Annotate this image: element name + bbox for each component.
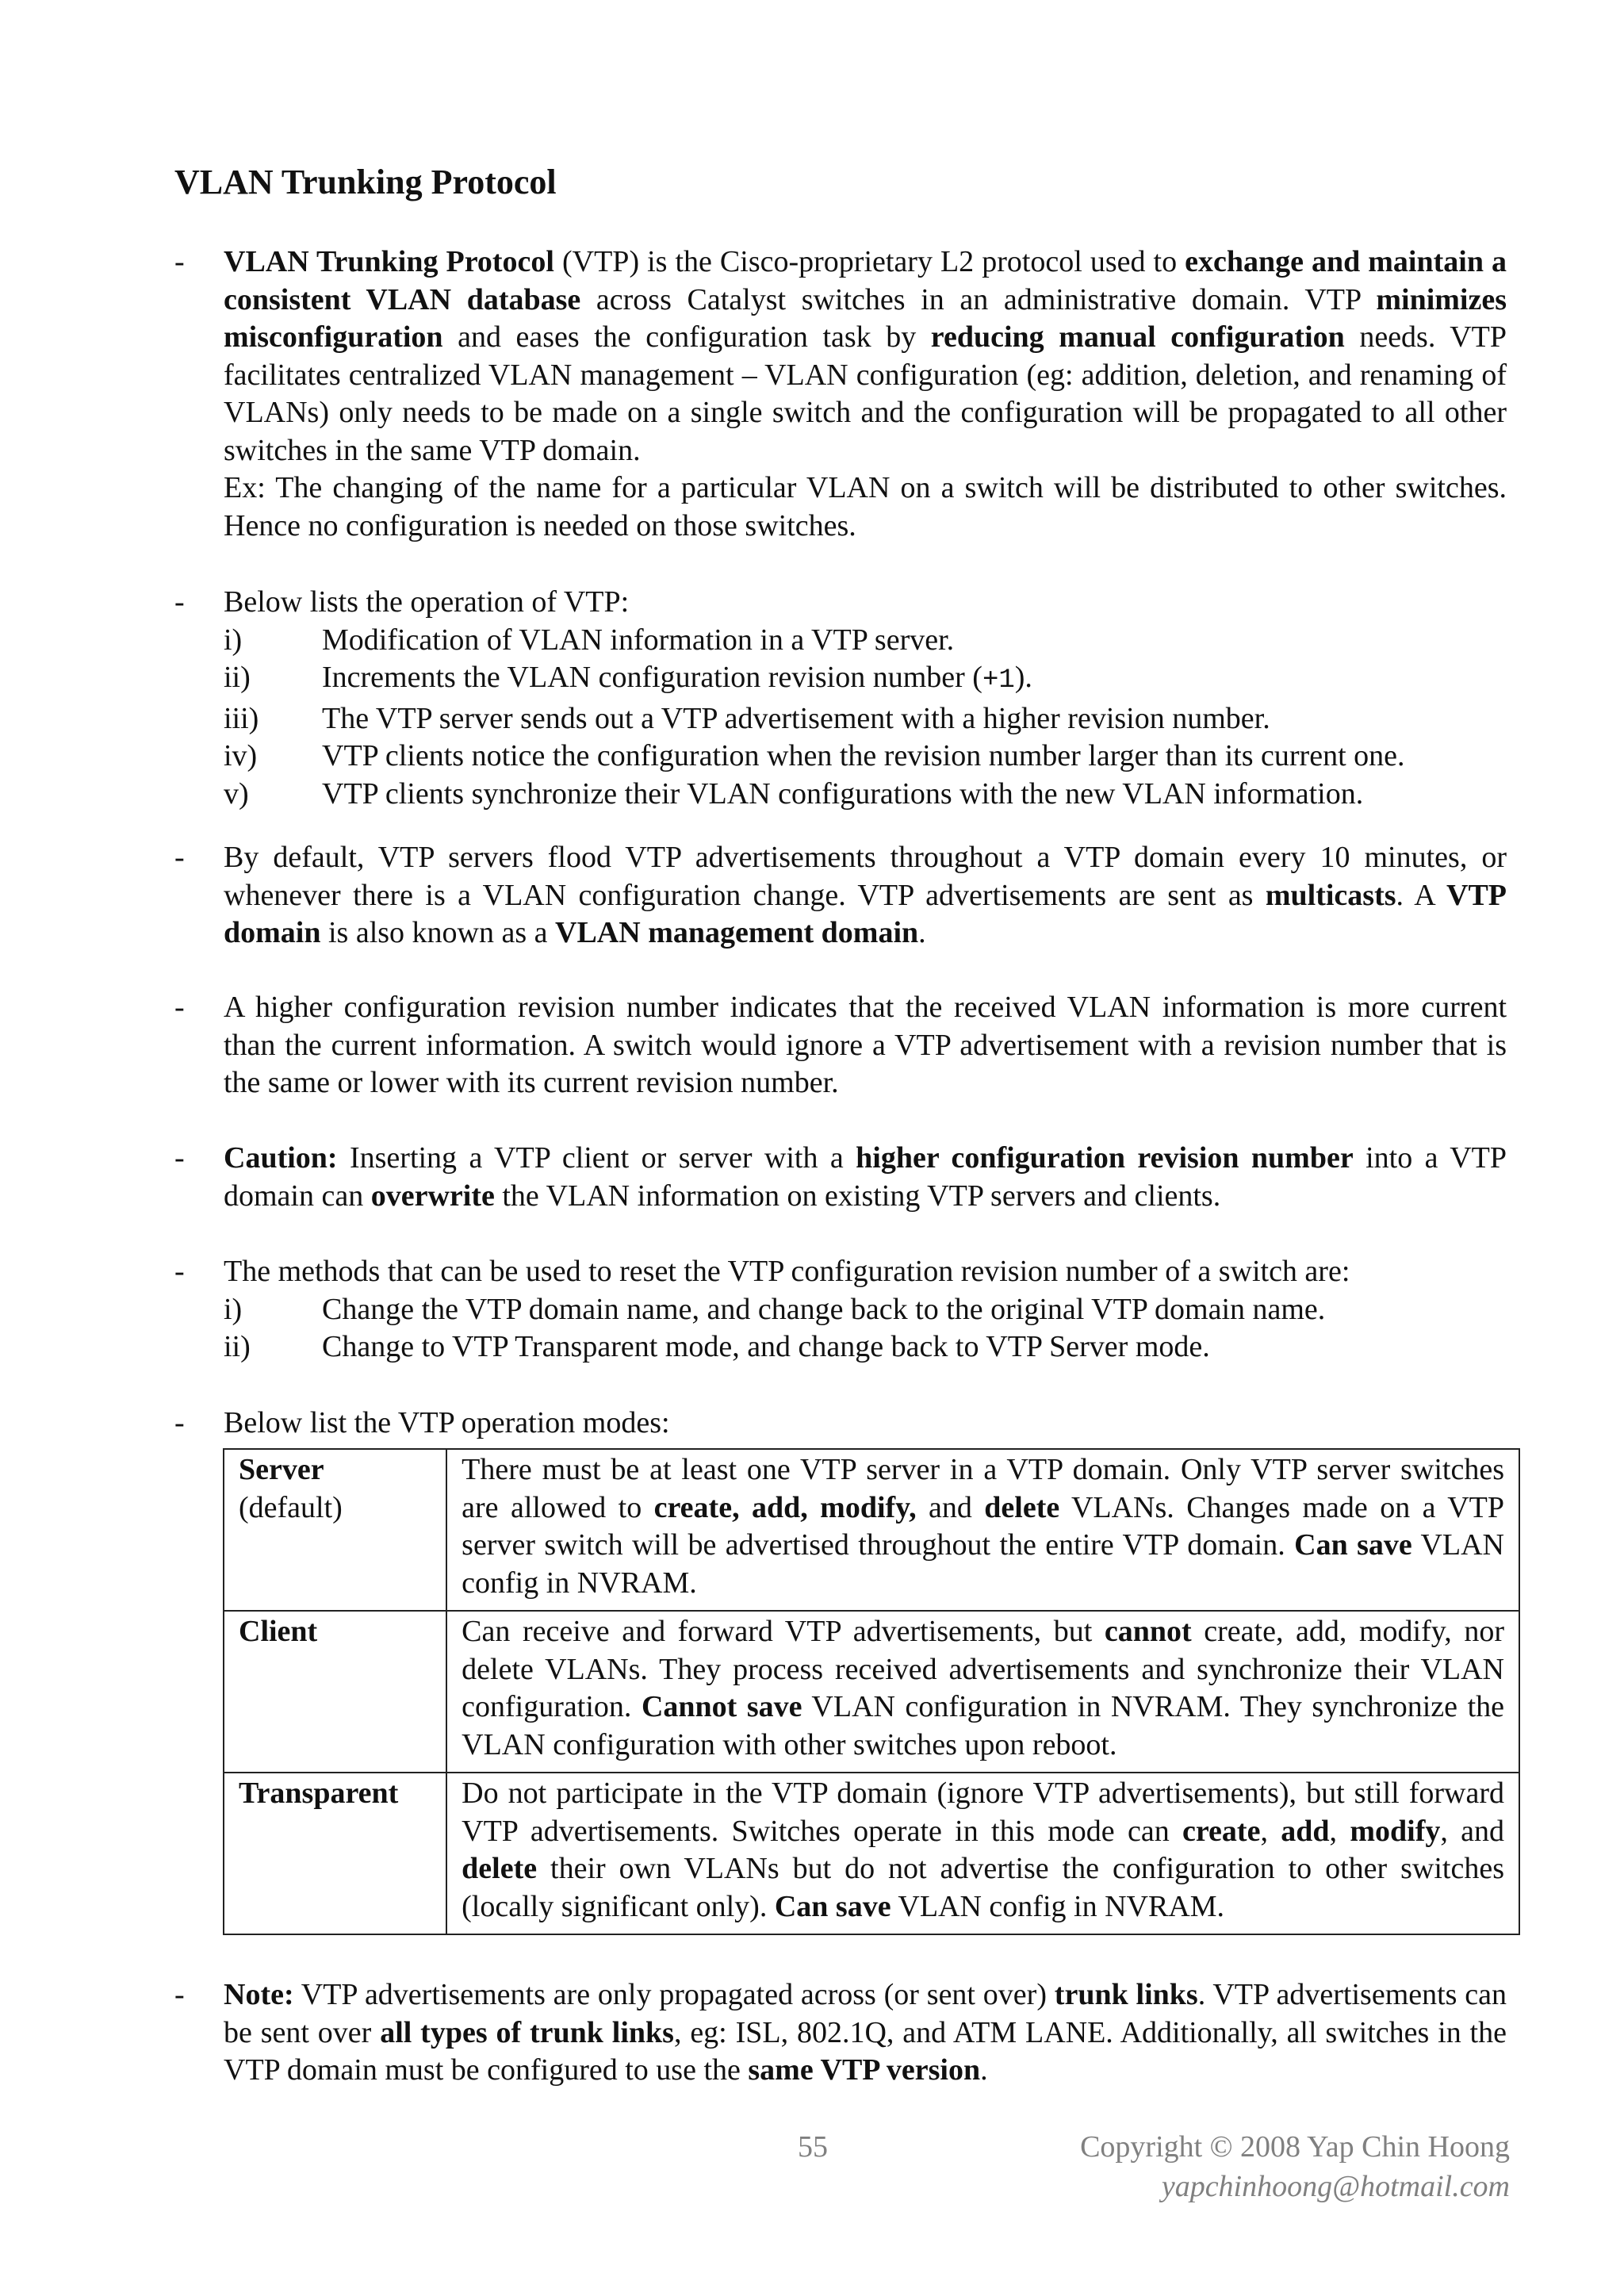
author-email: yapchinhoong@hotmail.com xyxy=(1161,2170,1510,2203)
list-item: iii) The VTP server sends out a VTP advertisement with a higher revision number. xyxy=(224,701,1270,735)
list-item: iv) VTP clients notice the configuration when the revision number larger than its current one. xyxy=(224,739,1405,772)
section-note xyxy=(174,1976,1507,2090)
page-title: VLAN Trunking Protocol xyxy=(174,163,557,201)
page-number: 55 xyxy=(798,2130,828,2164)
bullet-dash: - xyxy=(174,1255,185,1288)
bullet-dash: - xyxy=(174,991,185,1024)
mode-cell: Client xyxy=(224,1611,446,1773)
bullet-dash: - xyxy=(174,1406,185,1439)
operation-intro: Below lists the operation of VTP: xyxy=(224,585,630,619)
section-caution xyxy=(174,1140,1507,1215)
list-item: v) VTP clients synchronize their VLAN configurations with the new VLAN information. xyxy=(224,776,1364,811)
caution-paragraph: Caution: Inserting a VTP client or server with a higher configuration revision number into a VTP domain can overwrite the VLAN information on existing VTP servers and clients. xyxy=(224,1141,1507,1213)
mode-cell: Server (default) xyxy=(224,1449,446,1611)
revision-paragraph: A higher configuration revision number indicates that the received VLAN information is more current than the current information. A switch would ignore a VTP advertisement with a revision number that is the same or lower with its current revision number. xyxy=(224,991,1507,1099)
section-operation-modes xyxy=(174,1405,1507,1443)
note-paragraph: Note: VTP advertisements are only propagated across (or sent over) trunk links. VTP advertisements can be sent over all types of trunk links, eg: ISL, 802.1Q, and ATM LANE. Additionally, all switches in the VTP domain must be configured to use the same VTP version. xyxy=(224,1978,1507,2087)
mode-cell: Transparent xyxy=(224,1773,446,1934)
section-revision-number xyxy=(174,989,1507,1102)
bullet-dash: - xyxy=(174,841,185,874)
reset-intro: The methods that can be used to reset the VTP configuration revision number of a switch are: xyxy=(224,1255,1350,1288)
section-vtp-flooding xyxy=(174,839,1507,953)
bullet-dash: - xyxy=(174,1978,185,2011)
list-item: i) Modification of VLAN information in a VTP server. xyxy=(224,623,955,657)
list-item: i) Change the VTP domain name, and change back to the original VTP domain name. xyxy=(224,1292,1326,1326)
description-cell: There must be at least one VTP server in a VTP domain. Only VTP server switches are allowed to create, add, modify, and delete VLANs. Changes made on a VTP server switch will be advertised throughout the entire VTP domain. Can save VLAN config in NVRAM. xyxy=(446,1449,1519,1611)
flooding-paragraph: By default, VTP servers flood VTP advertisements throughout a VTP domain every 10 minutes, or whenever there is a VLAN configuration change. VTP advertisements are sent as multicasts. A VTP domain is also known as a VLAN management domain. xyxy=(224,841,1507,949)
table-row xyxy=(224,1449,1519,1611)
description-cell: Do not participate in the VTP domain (ignore VTP advertisements), but still forward VTP advertisements. Switches operate in this mode can create, add, modify, and delete their own VLANs but do not advertise the configuration to other switches (locally significant only). Can save VLAN config in NVRAM. xyxy=(446,1773,1519,1934)
list-item: ii) Increments the VLAN configuration revision number (+1). xyxy=(224,661,1032,696)
modes-intro: Below list the VTP operation modes: xyxy=(224,1406,670,1439)
vtp-modes-table xyxy=(223,1448,1520,1935)
copyright-notice: Copyright © 2008 Yap Chin Hoong xyxy=(1080,2130,1510,2164)
bullet-dash: - xyxy=(174,1141,185,1175)
section-vtp-definition xyxy=(174,243,1507,545)
reset-methods-list xyxy=(224,1291,1507,1366)
vtp-example-paragraph: Ex: The changing of the name for a particular VLAN on a switch will be distributed to other switches. Hence no configuration is needed on those switches. xyxy=(224,471,1507,542)
table-row xyxy=(224,1611,1519,1773)
operation-list xyxy=(224,622,1507,814)
bullet-dash: - xyxy=(174,585,185,619)
vtp-definition-paragraph: VLAN Trunking Protocol (VTP) is the Cisco-proprietary L2 protocol used to exchange and maintain a consistent VLAN database across Catalyst switches in an administrative domain. VTP minimizes misconfiguration and eases the configuration task by reducing manual configuration needs. VTP facilitates centralized VLAN management – VLAN configuration (eg: addition, deletion, and renaming of VLANs) only needs to be made on a single switch and the configuration will be propagated to all other switches in the same VTP domain. xyxy=(224,245,1507,467)
section-vtp-operation xyxy=(174,584,1507,813)
description-cell: Can receive and forward VTP advertisements, but cannot create, add, modify, nor delete VLANs. They process received advertisements and synchronize their VLAN configuration. Cannot save VLAN configuration in NVRAM. They synchronize the VLAN configuration with other switches upon reboot. xyxy=(446,1611,1519,1773)
list-item: ii) Change to VTP Transparent mode, and change back to VTP Server mode. xyxy=(224,1330,1210,1363)
table-row xyxy=(224,1773,1519,1934)
bullet-dash: - xyxy=(174,245,185,278)
section-reset-methods xyxy=(174,1253,1507,1366)
